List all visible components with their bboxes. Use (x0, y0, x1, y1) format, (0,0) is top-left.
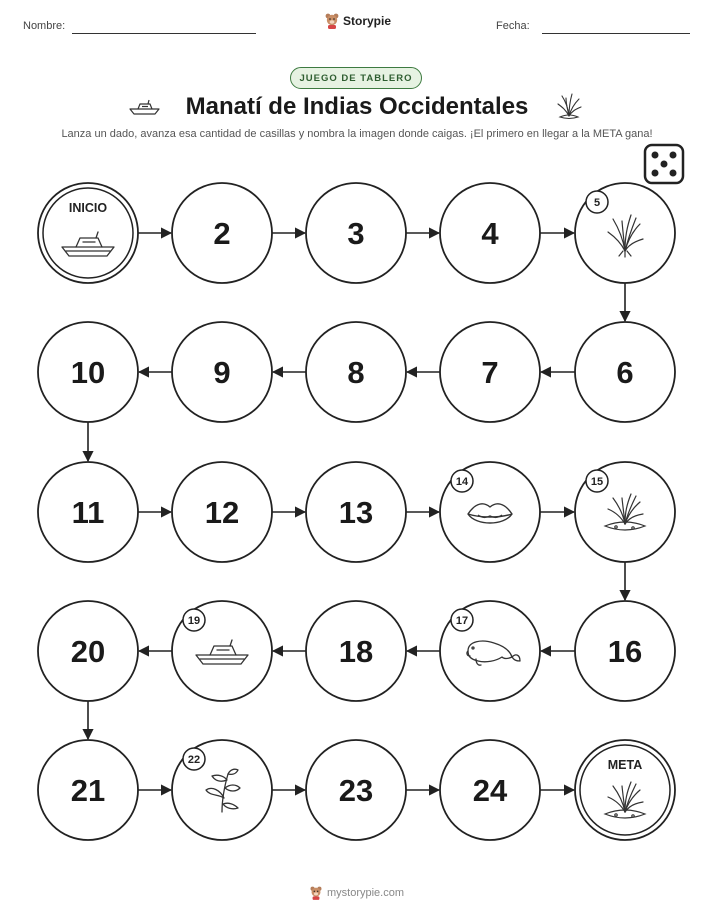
square-number: 3 (347, 216, 365, 251)
square-number: 9 (213, 355, 231, 390)
board-square-24 (440, 740, 540, 840)
board-square-8 (306, 322, 406, 422)
square-number: 22 (187, 754, 201, 766)
square-number: 17 (455, 615, 469, 627)
board-square-23 (306, 740, 406, 840)
board-square-7 (440, 322, 540, 422)
square-number: 21 (70, 773, 106, 808)
bear-mascot-icon (310, 886, 322, 900)
square-number: 2 (213, 216, 231, 251)
start-square (38, 183, 138, 283)
square-number: 23 (338, 773, 374, 808)
square-number: 10 (70, 355, 106, 390)
board-square-10 (38, 322, 138, 422)
square-number: 12 (204, 495, 240, 530)
board-square-18 (306, 601, 406, 701)
brand-name: Storypie (343, 14, 392, 28)
square-number: 8 (347, 355, 365, 390)
board-square-14 (440, 462, 540, 562)
board-square-17 (440, 601, 540, 701)
start-label: INICIO (68, 201, 108, 215)
square-number: 15 (590, 476, 604, 488)
square-number: 14 (455, 476, 469, 488)
square-number: 6 (616, 355, 634, 390)
square-number: 16 (607, 634, 643, 669)
board-square-5 (575, 183, 675, 283)
game-type-badge: JUEGO DE TABLERO (290, 67, 422, 89)
board-square-22 (172, 740, 272, 840)
board-square-21 (38, 740, 138, 840)
board-square-11 (38, 462, 138, 562)
page-title: Manatí de Indias Occidentales (185, 93, 529, 120)
square-number: 20 (70, 634, 106, 669)
square-number: 4 (481, 216, 499, 251)
board-square-20 (38, 601, 138, 701)
board-square-15 (575, 462, 675, 562)
finish-square (575, 740, 675, 840)
square-number: 13 (338, 495, 374, 530)
name-label: Nombre: (23, 20, 66, 32)
board-square-9 (172, 322, 272, 422)
board-square-19 (172, 601, 272, 701)
square-number: 18 (338, 634, 374, 669)
board-square-16 (575, 601, 675, 701)
board-square-13 (306, 462, 406, 562)
board-square-4 (440, 183, 540, 283)
footer-url[interactable]: mystorypie.com (326, 887, 405, 899)
square-number: 24 (472, 773, 508, 808)
instructions: Lanza un dado, avanza esa cantidad de casillas y nombra la imagen donde caigas. ¡El primero en llegar a la META gana! (61, 128, 653, 140)
square-number: 19 (187, 615, 201, 627)
board-square-12 (172, 462, 272, 562)
board-square-6 (575, 322, 675, 422)
square-number: 11 (71, 495, 105, 530)
square-number: 5 (593, 197, 601, 209)
finish-label: META (607, 758, 643, 772)
footer (0, 886, 714, 900)
board-square-2 (172, 183, 272, 283)
board-square-3 (306, 183, 406, 283)
square-number: 7 (481, 355, 499, 390)
date-label: Fecha: (496, 20, 530, 32)
